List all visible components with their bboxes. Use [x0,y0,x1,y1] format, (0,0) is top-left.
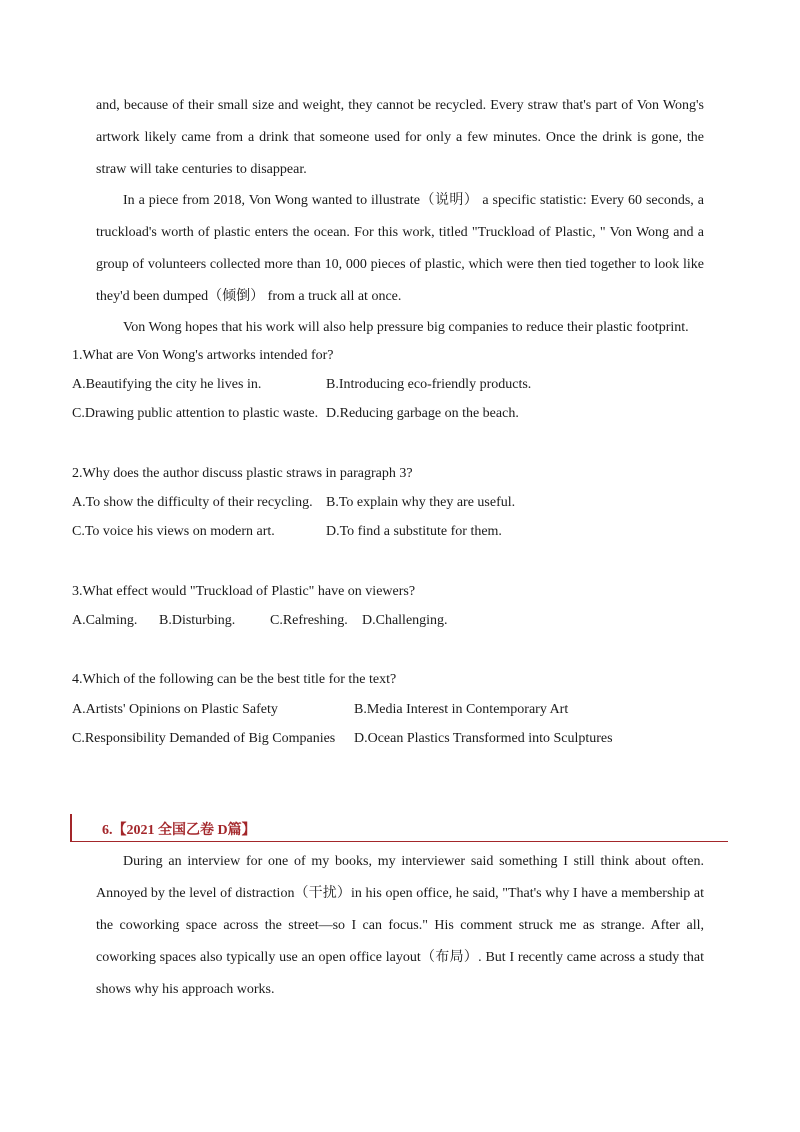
section-heading-rule [70,841,728,842]
question-1-stem: 1.What are Von Wong's artworks intended for? [72,348,334,363]
question-1-options-row-1 [72,375,712,395]
question-4-options-row-1 [72,700,712,720]
question-4-option-a[interactable]: A.Artists' Opinions on Plastic Safety [72,702,278,717]
question-1-option-c[interactable]: C.Drawing public attention to plastic waste. [72,406,319,421]
section-paragraph: During an interview for one of my books, my interviewer said something I still think about often. Annoyed by the level of distraction（干扰）in his open office, he said, "That's why I have a membership at the coworking space across the street—so I can focus." His comment struck me as strange. After all, coworking spaces also typically use an open office layout（布局）. But I recently came across a study that shows why his approach works. [96,854,704,997]
question-3-option-a[interactable]: A.Calming. [72,613,138,628]
question-2-stem: 2.Why does the author discuss plastic straws in paragraph 3? [72,466,413,481]
question-3-option-c[interactable]: C.Refreshing. [270,613,348,628]
question-1-option-b[interactable]: B.Introducing eco-friendly products. [326,377,532,392]
section-heading [70,814,728,842]
passage-paragraph-3: Von Wong hopes that his work will also help pressure big companies to reduce their plastic footprint. [123,320,689,335]
question-3-option-d[interactable]: D.Challenging. [362,613,448,628]
section-heading-title: 6.【2021 全国乙卷 D篇】 [102,823,256,838]
question-1-options-row-2 [72,404,712,424]
question-1-option-a[interactable]: A.Beautifying the city he lives in. [72,377,262,392]
question-4-option-b[interactable]: B.Media Interest in Contemporary Art [354,702,569,717]
question-4-option-d[interactable]: D.Ocean Plastics Transformed into Sculptures [354,731,613,746]
passage-paragraph-2: In a piece from 2018, Von Wong wanted to illustrate（说明） a specific statistic: Every 60 seconds, a truckload's worth of plastic enters the ocean. For this work, titled "Truckload of Plastic, " Von Wong and a group of volunteers collected more than 10, 000 pieces of plastic, which were then tied together to look like they'd been dumped（倾倒） from a truck all at once. [96,193,704,304]
question-3-options-row [72,611,712,631]
question-4-option-c[interactable]: C.Responsibility Demanded of Big Companies [72,731,336,746]
question-2-option-c[interactable]: C.To voice his views on modern art. [72,524,275,539]
passage-paragraph-1: and, because of their small size and weight, they cannot be recycled. Every straw that's part of Von Wong's artwork likely came from a drink that someone used for only a few minutes. Once the drink is gone, the straw will take centuries to disappear. [96,98,704,177]
question-3-option-b[interactable]: B.Disturbing. [159,613,236,628]
section-heading-bar [70,814,72,842]
question-1-option-d[interactable]: D.Reducing garbage on the beach. [326,406,519,421]
question-2-options-row-2 [72,522,712,542]
question-4-stem: 4.Which of the following can be the best title for the text? [72,672,397,687]
question-3-stem: 3.What effect would "Truckload of Plastic" have on viewers? [72,584,416,599]
question-2-option-d[interactable]: D.To find a substitute for them. [326,524,502,539]
question-2-option-b[interactable]: B.To explain why they are useful. [326,495,516,510]
question-4-options-row-2 [72,729,712,749]
question-2-option-a[interactable]: A.To show the difficulty of their recycling. [72,495,313,510]
question-2-options-row-1 [72,493,712,513]
